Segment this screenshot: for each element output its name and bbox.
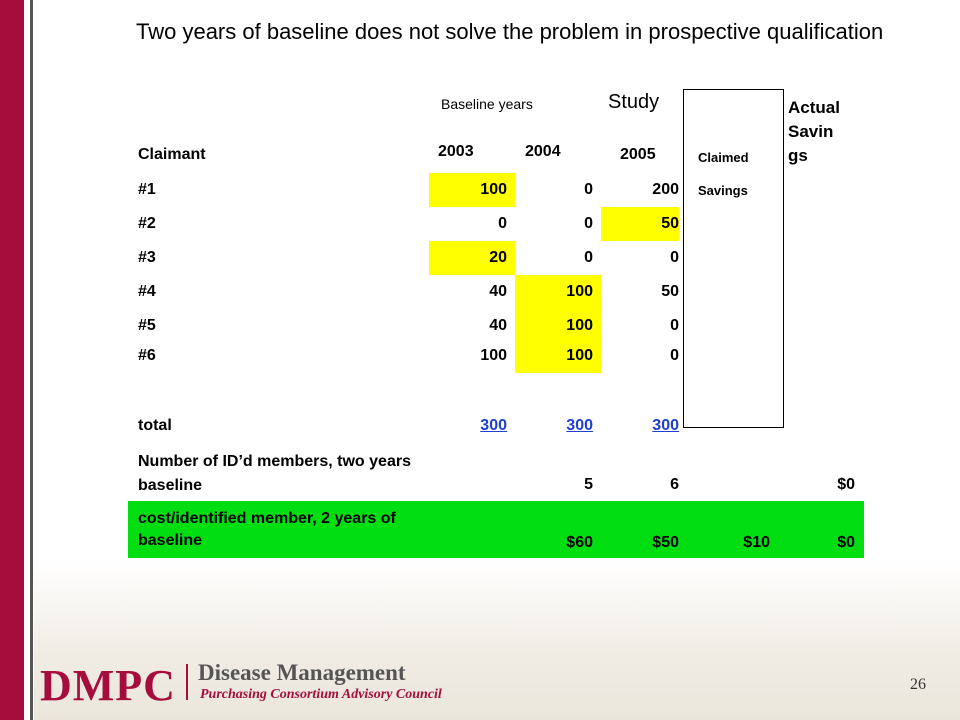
row-label: #2: [138, 215, 156, 232]
cell-2005: 200: [652, 181, 679, 198]
dmpc-logo: DMPC: [40, 661, 176, 710]
cell-2005: 0: [670, 347, 679, 364]
savings-label: Savings: [698, 183, 748, 198]
claimant-header: Claimant: [138, 146, 206, 163]
logo-title: Disease Management: [198, 660, 406, 685]
claimed-label: Claimed: [698, 150, 749, 165]
logo-subtitle: Purchasing Consortium Advisory Council: [200, 687, 442, 702]
cell-2005: 0: [670, 317, 679, 334]
cost-2004: $60: [566, 534, 593, 551]
year-2005-header: 2005: [620, 146, 656, 163]
claimed-savings-box: [683, 89, 784, 428]
row-label: #4: [138, 283, 156, 300]
cell-2003: 0: [498, 215, 507, 232]
cell-2004: 0: [584, 215, 593, 232]
cell-2003: 40: [489, 317, 507, 334]
cell-2005: 0: [670, 249, 679, 266]
cell-2005: 50: [601, 207, 679, 241]
cell-2003: 100: [429, 173, 515, 207]
cost-2005: $50: [652, 534, 679, 551]
cost-actual: $0: [837, 534, 855, 551]
row-label: #1: [138, 181, 156, 198]
cell-2004: 100: [515, 309, 601, 343]
total-2005-cell: [601, 409, 679, 443]
study-label: Study: [608, 91, 660, 113]
total-2003-link[interactable]: 300: [480, 417, 507, 434]
cell-2004: 100: [515, 339, 601, 373]
actual-savings-line-2: Savin: [788, 122, 834, 141]
cost-label-line-2: baseline: [138, 532, 203, 549]
actual-savings-header: [788, 96, 840, 168]
actual-savings-line-3: gs: [788, 146, 808, 165]
identified-actual: $0: [837, 476, 855, 493]
left-divider-line: [30, 0, 33, 720]
cost-label-line-1: cost/identified member, 2 years of: [138, 510, 396, 527]
row-label: #6: [138, 347, 156, 364]
total-2005-link[interactable]: 300: [652, 417, 679, 434]
identified-label-line-1: Number of ID’d members, two years: [138, 453, 411, 470]
identified-2005: 6: [670, 476, 679, 493]
actual-savings-line-1: Actual: [788, 98, 840, 117]
total-2004-link[interactable]: 300: [566, 417, 593, 434]
cell-2004: 100: [515, 275, 601, 309]
cost-claimed: $10: [743, 534, 770, 551]
year-2004-header: 2004: [525, 143, 561, 160]
identified-members-label: [138, 450, 411, 498]
year-2003-header: 2003: [438, 143, 474, 160]
cell-2004: 0: [584, 181, 593, 198]
logo-separator: [186, 664, 188, 700]
identified-label-line-2: baseline: [138, 477, 203, 494]
cell-2003: 100: [480, 347, 507, 364]
page-number: 26: [910, 676, 926, 693]
total-label: total: [138, 417, 172, 434]
baseline-years-label: Baseline years: [441, 96, 533, 112]
cell-2003: 20: [429, 241, 515, 275]
slide-title: Two years of baseline does not solve the problem in prospective qualification: [136, 19, 884, 44]
cell-2004: 0: [584, 249, 593, 266]
cell-2003: 40: [489, 283, 507, 300]
cell-2005: 50: [661, 283, 679, 300]
identified-2004: 5: [584, 476, 593, 493]
total-2003-cell: [429, 409, 515, 443]
cost-label: [138, 508, 396, 552]
total-2004-cell: [515, 409, 601, 443]
row-label: #5: [138, 317, 156, 334]
row-label: #3: [138, 249, 156, 266]
left-accent-bar: [0, 0, 24, 720]
